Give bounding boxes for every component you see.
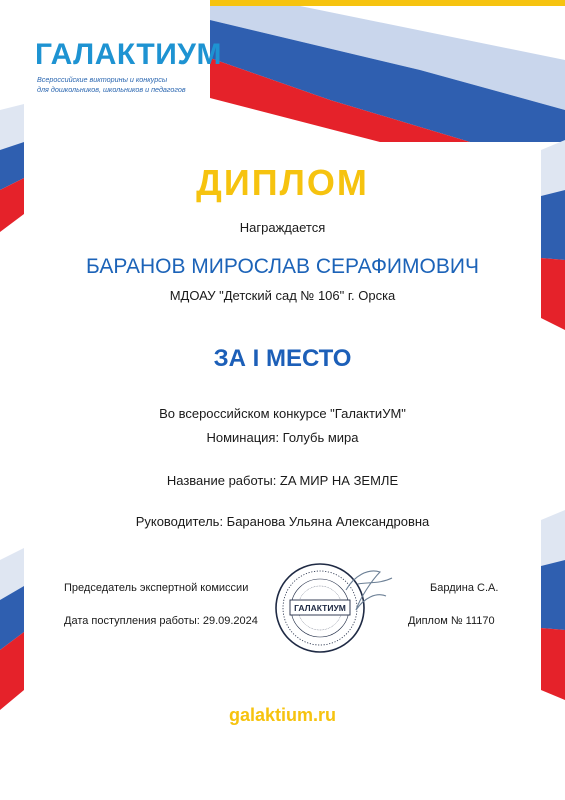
seal-stamp <box>268 558 398 658</box>
chairman-name: Бардина С.А. <box>430 582 499 594</box>
nomination: Номинация: Голубь мира <box>206 430 359 445</box>
chairman-label: Председатель экспертной комиссии <box>64 582 249 594</box>
recipient-name: БАРАНОВ МИРОСЛАВ СЕРАФИМОВИЧ <box>86 255 479 278</box>
diploma-title: ДИПЛОМ <box>196 162 369 203</box>
awarded-label: Награждается <box>239 220 326 235</box>
work-title: Название работы: ZA МИР НА ЗЕМЛЕ <box>166 473 399 488</box>
supervisor: Руководитель: Баранова Ульяна Александровна <box>135 514 430 529</box>
stamp-label: ГАЛАКТИУМ <box>294 603 346 613</box>
logo-tagline-2: для дошкольников, школьников и педагогов <box>37 85 186 94</box>
submission-date: Дата поступления работы: 29.09.2024 <box>64 615 258 627</box>
diploma-panel <box>24 142 541 800</box>
place-award: ЗА I МЕСТО <box>213 345 352 372</box>
logo-tagline-1: Всероссийские викторины и конкурсы <box>37 75 168 84</box>
recipient-organization: МДОАУ "Детский сад № 106" г. Орска <box>169 288 396 303</box>
website-link[interactable]: galaktium.ru <box>228 705 337 725</box>
diploma-number: Диплом № 11170 <box>408 615 495 627</box>
contest-name: Во всероссийском конкурсе "ГалактиУМ" <box>159 406 406 421</box>
signature <box>346 571 392 610</box>
logo-wordmark: ГАЛАКТИУМ <box>35 38 222 71</box>
logo-area <box>24 0 210 142</box>
